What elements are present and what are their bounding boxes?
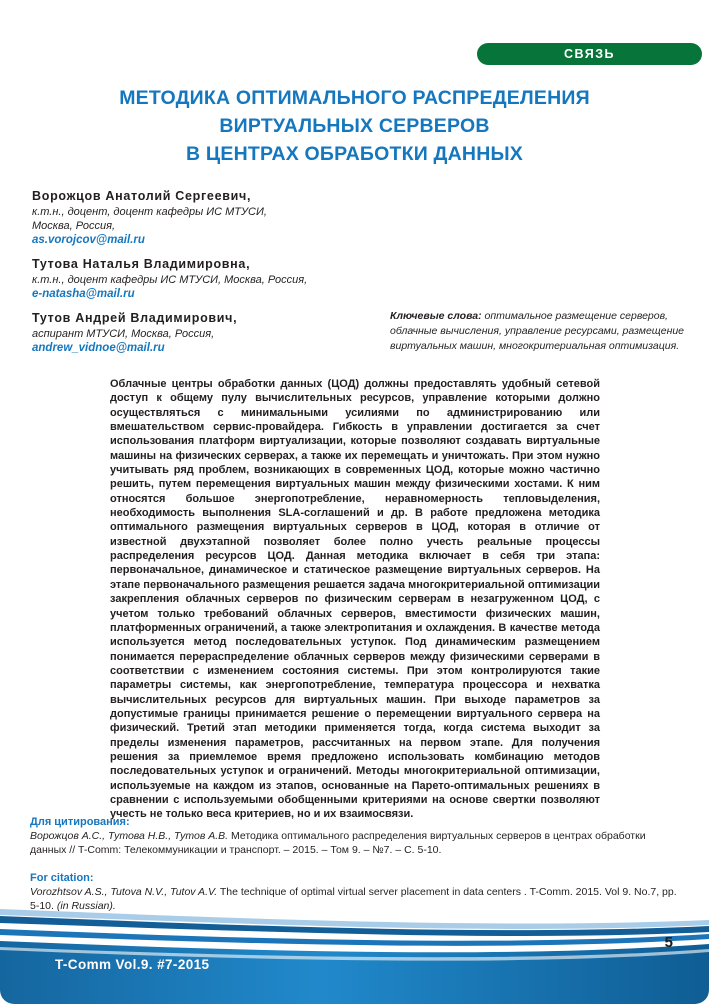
citation-russian bbox=[30, 816, 682, 857]
citation-russian-heading: Для цитирования: bbox=[30, 816, 130, 828]
author-affiliation: аспирант МТУСИ, Москва, Россия, bbox=[32, 328, 215, 340]
keywords-label: Ключевые слова: bbox=[390, 310, 482, 322]
footer-band bbox=[0, 905, 709, 1004]
author-email-link[interactable]: e-natasha@mail.ru bbox=[32, 288, 135, 300]
author-name: Тутова Наталья Владимировна, bbox=[32, 257, 251, 271]
keywords-text: оптимальное размещение серверов, облачные вычисления, управление ресурсами, размещение виртуальных машин, многокритериальная оптимизация. bbox=[390, 310, 685, 352]
citation-english-heading: For citation: bbox=[30, 872, 94, 884]
article-title-line: В ЦЕНТРАХ ОБРАБОТКИ ДАННЫХ bbox=[186, 143, 523, 165]
authors-block bbox=[32, 189, 382, 365]
article-title-line: МЕТОДИКА ОПТИМАЛЬНОГО РАСПРЕДЕЛЕНИЯ bbox=[119, 87, 590, 109]
keywords-block bbox=[390, 309, 694, 354]
author-entry bbox=[32, 257, 382, 300]
citation-english-authors: Vorozhtsov A.S., Tutova N.V., Tutov A.V. bbox=[30, 886, 218, 898]
citation-russian-body: Методика оптимального распределения виртуальных серверов в центрах обработки данных // T-Comm: Телекоммуникации и транспорт. – 2015. – Том 9. – №7. – С. 5-10. bbox=[30, 830, 646, 856]
section-badge bbox=[477, 43, 702, 65]
citation-russian-authors: Ворожцов А.С., Тутова Н.В., Тутов А.В. bbox=[30, 830, 229, 842]
author-entry bbox=[32, 311, 382, 354]
citation-english-note: (in Russian). bbox=[56, 899, 116, 912]
author-affiliation: Москва, Россия, bbox=[32, 220, 116, 232]
author-name: Ворожцов Анатолий Сергеевич, bbox=[32, 189, 252, 203]
author-name: Тутов Андрей Владимирович, bbox=[32, 311, 238, 325]
author-email-link[interactable]: andrew_vidnoe@mail.ru bbox=[32, 342, 165, 354]
footer-journal-label: T-Comm Vol.9. #7-2015 bbox=[55, 957, 210, 972]
section-badge-label: СВЯЗЬ bbox=[563, 47, 616, 61]
author-entry bbox=[32, 189, 382, 246]
citation-russian-text bbox=[30, 830, 682, 857]
page-number: 5 bbox=[664, 934, 673, 951]
author-email-link[interactable]: as.vorojcov@mail.ru bbox=[32, 234, 145, 246]
footer-wave-graphic bbox=[0, 905, 709, 1004]
author-affiliation: к.т.н., доцент, доцент кафедры ИС МТУСИ, bbox=[32, 206, 267, 218]
article-title-line: ВИРТУАЛЬНЫХ СЕРВЕРОВ bbox=[219, 115, 490, 137]
author-affiliation: к.т.н., доцент кафедры ИС МТУСИ, Москва, Россия, bbox=[32, 274, 308, 286]
article-title bbox=[0, 84, 709, 168]
abstract-paragraph: Облачные центры обработки данных (ЦОД) должны предоставлять удобный сетевой доступ к общему пулу вычислительных ресурсов, управление которыми должно осуществляться с минимальными усилиями по администрированию или вмешательством сервис-провайдера. Гибкость в управлении достигается за счет использования платформ виртуализации, которые позволяют создавать виртуальные машины на физических серверах, а также их перемещать и уничтожать. При этом нужно учитывать ряд проблем, возникающих в современных ЦОД, которые можно частично решить, путем перемещения виртуальных машин между физическими хостами. К ним относятся большое энергопотребление, неравномерность тепловыделения, необходимость выполнения SLA-соглашений и др. В работе предложена методика оптимального размещения виртуальных серверов в ЦОД, которая в отличие от известной двухэтапной позволяет более полно учесть реальные процессы распределения ресурсов ЦОД. Данная методика включает в себя три этапа: первоначальное, динамическое и статическое размещение виртуальных серверов. На этапе первоначального размещения решается задача многокритериальной оптимизации закрепления облачных серверов по физическим серверам в незагруженном ЦОД, с учетом только требований облачных серверов, вместимости физических машин, платформенных ограничений, а также электропитания и охлаждения. В качестве метода используется метод последовательных уступок. Под динамическим размещением понимается перераспределение облачных серверов между физическими серверами в соответствии с изменением состояния системы. При этом контролируются такие параметры системы, как энергопотребление, температура процессора и нехватка вычислительных ресурсов для виртуальных машин. При выходе параметров за допустимые границы принимается решение о перемещении виртуального сервера на физический. Третий этап методики применяется тогда, когда система выходит за пределы изменения параметров, рассчитанных на первом этапе. Для получения решения за приемлемое время предложено использовать комбинацию методов последовательных уступок и ограничений. Методы многокритериальной оптимизации, используемые на каждом из этапов, основанные на Парето-оптимальных решениях в сравнении с используемыми обобщенными критериями на основе свертки позволяют учесть не только веса критериев, но и их взаимосвязи. bbox=[110, 378, 600, 821]
citation-english-body: The technique of optimal virtual server placement in data centers . T-Comm. 2015. Vol 9. No.7, pp. 5-10. bbox=[30, 886, 677, 912]
